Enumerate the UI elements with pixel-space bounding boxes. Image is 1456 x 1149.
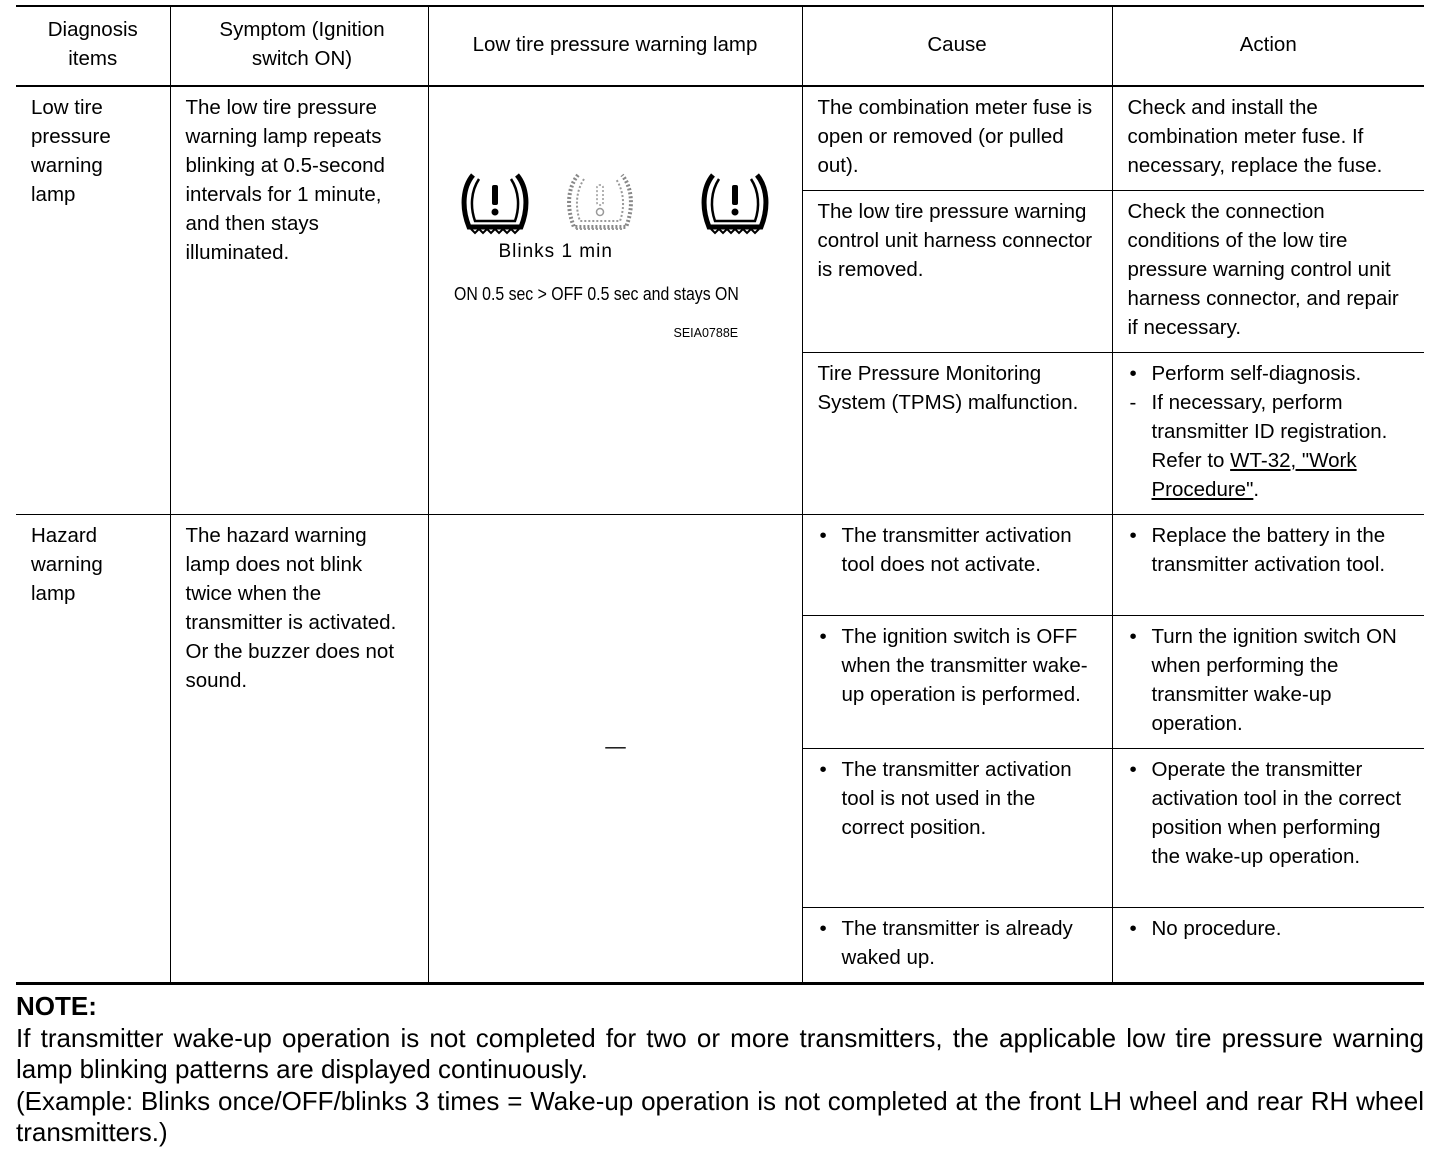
table-row	[16, 86, 1424, 191]
action-text: Check and install the combination meter fuse. If necessary, replace the fuse.	[1127, 96, 1383, 177]
table-header-row	[16, 6, 1424, 86]
figure-code: SEIA0788E	[673, 326, 739, 340]
cause-cell: • The ignition switch is OFF when the transmitter wake-up operation is performed.	[802, 616, 1112, 749]
symptom-cell	[170, 515, 428, 984]
blink-pattern-label: ON 0.5 sec > OFF 0.5 sec and stays ON	[453, 284, 739, 304]
cause-text: The transmitter activation tool is not used in the correct position.	[841, 758, 1072, 839]
lamp-cell	[428, 515, 802, 984]
cause-cell	[802, 86, 1112, 191]
symptom-cell	[170, 86, 428, 515]
empty-dash: —	[605, 735, 626, 758]
action-text: Operate the transmitter activation tool in the correct position when performing the wake-up operation.	[1151, 758, 1402, 868]
cause-cell: • The transmitter activation tool does not activate.	[802, 515, 1112, 616]
diagnosis-item: Hazard warning lamp	[31, 524, 103, 605]
header-lamp: Low tire pressure warning lamp	[428, 6, 802, 86]
cause-cell: • The transmitter is already waked up.	[802, 908, 1112, 984]
header-symptom: Symptom (Ignition switch ON)	[170, 6, 428, 86]
diagnosis-table	[16, 5, 1424, 985]
note-example: (Example: Blinks once/OFF/blinks 3 times = Wake-up operation is not completed at the front LH wheel and rear RH wheel transmitters.)	[16, 1085, 1424, 1147]
action-dash-item: - If necessary, perform transmitter ID registration. Refer to WT-32, "Work Procedure".	[1129, 391, 1388, 501]
note-title: NOTE:	[16, 991, 97, 1021]
cause-cell	[802, 353, 1112, 515]
symptom-text-2: Or the buzzer does not sound.	[185, 640, 395, 692]
symptom-text: The hazard warning lamp does not blink twice when the transmitter is activated.	[185, 524, 397, 634]
header-cause: Cause	[802, 6, 1112, 86]
action-bullet-item: • Perform self-diagnosis.	[1129, 362, 1362, 385]
action-text: No procedure.	[1151, 917, 1282, 940]
tire-pressure-warning-icon	[459, 169, 531, 235]
action-cell	[1112, 86, 1424, 191]
diagnosis-item: Low tire pressure warning lamp	[31, 96, 111, 206]
document	[16, 5, 1424, 1149]
cause-text: The ignition switch is OFF when the transmitter wake-up operation is performed.	[841, 625, 1088, 706]
header-action: Action	[1112, 6, 1424, 86]
action-text: Turn the ignition switch ON when performing the transmitter wake-up operation.	[1151, 625, 1397, 735]
action-cell	[1112, 353, 1424, 515]
lamp-figure-cell	[428, 86, 802, 515]
diagnosis-item-cell	[16, 86, 170, 515]
cause-cell	[802, 191, 1112, 353]
lamp-figure	[429, 87, 802, 347]
header-diagnosis-items: Diagnosis items	[16, 6, 170, 86]
cause-text: The transmitter activation tool does not activate.	[841, 524, 1072, 576]
note-text: If transmitter wake-up operation is not completed for two or more transmitters, the applicable low tire pressure warning lamp blinking patterns are displayed continuously.	[16, 1022, 1424, 1084]
tire-pressure-warning-icon-on	[699, 169, 771, 235]
cause-text: The combination meter fuse is open or removed (or pulled out).	[817, 96, 1093, 177]
blink-label: Blinks 1 min	[498, 241, 613, 262]
action-text: Replace the battery in the transmitter activation tool.	[1151, 524, 1386, 576]
action-text: Check the connection conditions of the low tire pressure warning control unit harness connector, and repair if necessary.	[1127, 200, 1399, 339]
action-cell: • Replace the battery in the transmitter activation tool.	[1112, 515, 1424, 616]
table-row	[16, 515, 1424, 616]
cause-cell: • The transmitter activation tool is not used in the correct position.	[802, 749, 1112, 908]
symptom-text: The low tire pressure warning lamp repeats blinking at 0.5-second intervals for 1 minute, and then stays illuminated.	[185, 96, 385, 264]
diagnosis-item-cell	[16, 515, 170, 984]
note-section	[16, 991, 1424, 1149]
action-cell: • Operate the transmitter activation tool in the correct position when performing the wake-up operation.	[1112, 749, 1424, 908]
tire-pressure-warning-icon-off	[564, 169, 636, 235]
action-cell	[1112, 191, 1424, 353]
cause-text: The low tire pressure warning control unit harness connector is removed.	[817, 200, 1093, 281]
reference-link[interactable]: WT-32, "Work Procedure"	[1151, 449, 1357, 501]
action-cell: • No procedure.	[1112, 908, 1424, 984]
cause-text: Tire Pressure Monitoring System (TPMS) malfunction.	[817, 362, 1079, 414]
action-cell: • Turn the ignition switch ON when performing the transmitter wake-up operation.	[1112, 616, 1424, 749]
cause-text: The transmitter is already waked up.	[841, 917, 1073, 969]
